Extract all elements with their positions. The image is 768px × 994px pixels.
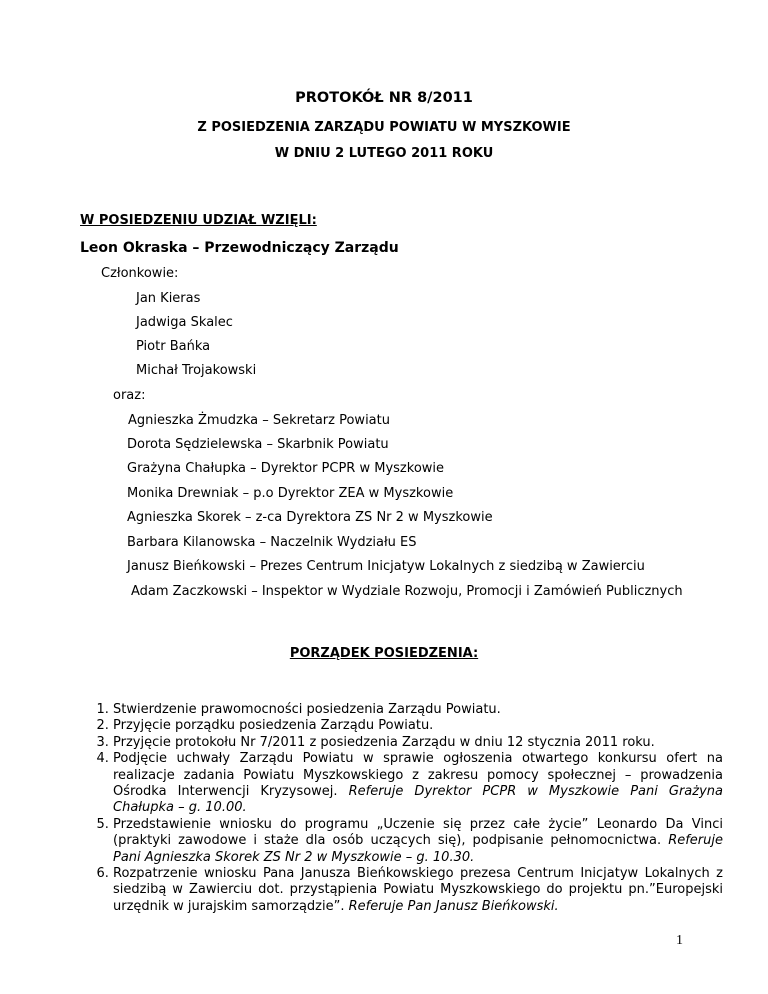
- agenda-item-note: Referuje Pan Janusz Bieńkowski.: [348, 898, 559, 914]
- page-number: 1: [676, 933, 683, 948]
- chair-line: Leon Okraska – Przewodniczący Zarządu: [80, 240, 399, 256]
- attendee-item: Grażyna Chałupka – Dyrektor PCPR w Myszkowie: [127, 461, 445, 476]
- attendee-item: Adam Zaczkowski – Inspektor w Wydziale Rozwoju, Promocji i Zamówień Publicznych: [131, 584, 683, 599]
- member-item: Jadwiga Skalec: [136, 315, 233, 330]
- document-subtitle-meeting: Z POSIEDZENIA ZARZĄDU POWIATU W MYSZKOWIE: [197, 120, 571, 135]
- agenda-item-note: Referuje Pani Agnieszka Skorek ZS Nr 2 w Myszkowie – g. 10.30.: [113, 833, 723, 865]
- agenda-item: 2. Przyjęcie porządku posiedzenia Zarządu Powiatu.: [113, 718, 723, 734]
- agenda-item: 3. Przyjęcie protokołu Nr 7/2011 z posiedzenia Zarządu w dniu 12 stycznia 2011 roku.: [113, 735, 723, 751]
- attendance-heading: W POSIEDZENIU UDZIAŁ WZIĘLI:: [80, 213, 317, 228]
- document-title: PROTOKÓŁ NR 8/2011: [295, 90, 473, 106]
- members-label: Członkowie:: [101, 266, 179, 281]
- attendee-item: Agnieszka Żmudzka – Sekretarz Powiatu: [128, 413, 390, 428]
- attendee-item: Janusz Bieńkowski – Prezes Centrum Inicjatyw Lokalnych z siedzibą w Zawierciu: [127, 559, 645, 574]
- attendee-item: Monika Drewniak – p.o Dyrektor ZEA w Myszkowie: [127, 486, 454, 501]
- attendee-item: Barbara Kilanowska – Naczelnik Wydziału ES: [127, 535, 417, 550]
- agenda-item: 1. Stwierdzenie prawomocności posiedzenia Zarządu Powiatu.: [113, 702, 723, 718]
- agenda-item: 4. Podjęcie uchwały Zarządu Powiatu w sprawie ogłoszenia otwartego konkursu ofert na realizacje zadania Powiatu Myszkowskiego z zakresu pomocy społecznej – prowadzenia Ośrodka Interwencji Kryzysowej. Referuje Dyrektor PCPR w Myszkowie Pani Grażyna Chałupka – g. 10.00.: [113, 751, 723, 817]
- document-subtitle-date: W DNIU 2 LUTEGO 2011 ROKU: [274, 146, 494, 161]
- member-item: Piotr Bańka: [136, 339, 211, 354]
- member-item: Michał Trojakowski: [136, 363, 257, 378]
- others-label: oraz:: [113, 388, 146, 403]
- agenda-item-note: Referuje Dyrektor PCPR w Myszkowie Pani Grażyna Chałupka – g. 10.00.: [113, 784, 723, 816]
- agenda-list: [80, 702, 723, 915]
- agenda-heading: PORZĄDEK POSIEDZENIA:: [289, 646, 479, 661]
- attendee-item: Agnieszka Skorek – z-ca Dyrektora ZS Nr 2 w Myszkowie: [127, 510, 493, 525]
- member-item: Jan Kieras: [136, 291, 201, 306]
- agenda-item: 5. Przedstawienie wniosku do programu „Uczenie się przez całe życie” Leonardo Da Vinci (praktyki zawodowe i staże dla osób uczących się), podpisanie pełnomocnictwa. Referuje Pani Agnieszka Skorek ZS Nr 2 w Myszkowie – g. 10.30.: [113, 817, 723, 866]
- attendee-item: Dorota Sędzielewska – Skarbnik Powiatu: [127, 437, 389, 452]
- agenda-item: 6. Rozpatrzenie wniosku Pana Janusza Bieńkowskiego prezesa Centrum Inicjatyw Lokalnych z siedzibą w Zawierciu dot. przystąpienia Powiatu Myszkowskiego do projektu pn.”Europejski urzędnik w jurajskim samorządzie”. Referuje Pan Janusz Bieńkowski.: [113, 866, 723, 915]
